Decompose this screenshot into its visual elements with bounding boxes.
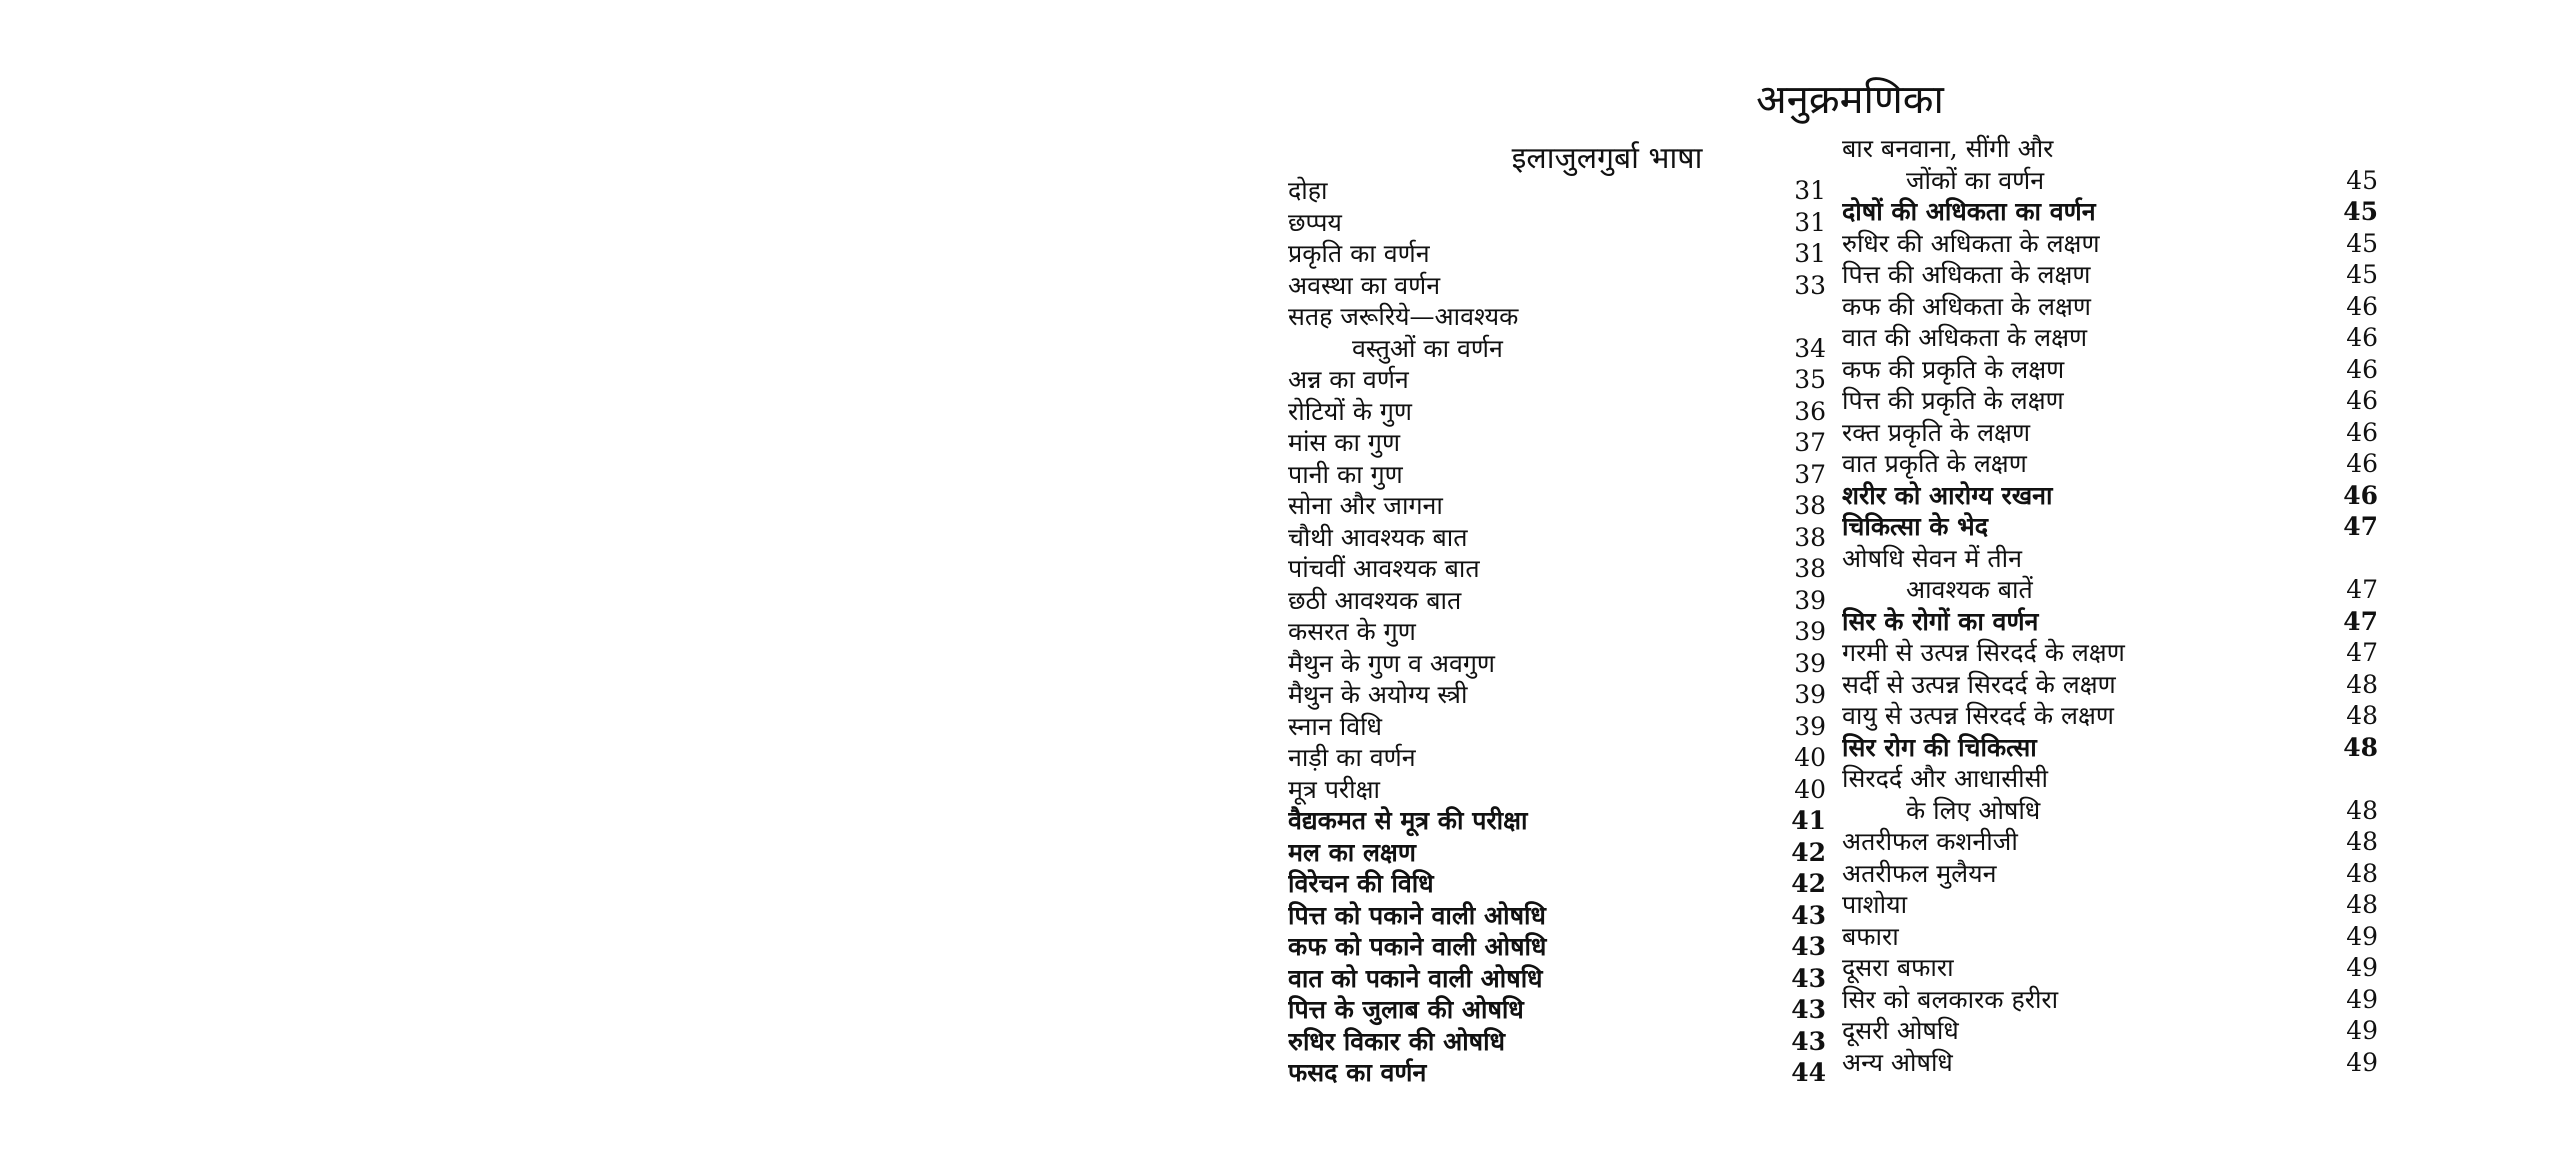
toc-entry [1842,700,2378,732]
toc-entry-page: 48 [2346,669,2378,699]
toc-entry-label: ओषधि सेवन में तीन [1842,543,2022,573]
toc-entry-label: पाशोया [1842,890,1908,919]
toc-entry-page: 48 [2346,701,2378,730]
toc-entry-label: नाड़ी का वर्णन [1288,743,1416,772]
toc-entry-label: रुधिर की अधिकता के लक्षण [1842,228,2100,258]
toc-entry [1842,133,2378,165]
toc-entry-page: 38 [1794,522,1826,552]
toc-entry-label: पित्त की अधिकता के लक्षण [1842,260,2091,289]
toc-entry-page: 39 [1794,617,1826,646]
toc-entry [1842,165,2378,197]
toc-entry [1288,1057,1826,1089]
toc-entry-page: 33 [1794,270,1826,300]
toc-entry [1842,763,2378,795]
toc-entry-page: 40 [1794,743,1826,772]
toc-entry [1842,732,2378,764]
toc-entry-page: 31 [1794,239,1826,268]
toc-entry-label: मूत्र परीक्षा [1288,774,1380,804]
toc-entry [1842,921,2378,953]
toc-entry [1842,196,2378,228]
toc-entry-label: दूसरी ओषधि [1842,1016,1959,1045]
toc-entry-page: 48 [2346,858,2378,888]
toc-entry-label: अवस्था का वर्णन [1288,270,1441,300]
toc-entry-label: रक्त प्रकृति के लक्षण [1842,417,2031,447]
toc-entry [1288,585,1826,617]
toc-entry-label: स्नान विधि [1288,711,1382,741]
toc-entry [1288,679,1826,711]
toc-entry-page: 39 [1794,711,1826,741]
toc-entry [1288,270,1826,302]
toc-entry-page: 46 [2346,323,2378,352]
toc-entry [1288,805,1826,837]
toc-entry-label: चौथी आवश्यक बात [1288,522,1468,552]
toc-entry [1842,417,2378,449]
toc-entry-label: पांचवीं आवश्यक बात [1288,554,1480,583]
toc-entry-label: कसरत के गुण [1288,617,1416,646]
toc-entry [1288,774,1826,806]
toc-entry-label: अतरीफल मुलैयन [1842,858,1997,888]
toc-entry-label: वस्तुओं का वर्णन [1352,333,1503,363]
toc-entry-page: 46 [2346,386,2378,415]
toc-entry [1288,616,1826,648]
toc-entry [1842,543,2378,575]
toc-entry-page: 49 [2346,1047,2378,1077]
toc-entry-page: 35 [1794,365,1826,394]
toc-entry-page: 45 [2343,197,2378,226]
toc-entry-label: गरमी से उत्पन्न सिरदर्द के लक्षण [1842,638,2125,667]
toc-entry-label: फसद का वर्णन [1288,1058,1427,1087]
toc-entry-label: कफ की प्रकृति के लक्षण [1842,354,2065,384]
toc-entry-page: 49 [2346,1016,2378,1045]
toc-entry [1842,984,2378,1016]
toc-entry-page: 42 [1791,837,1826,867]
toc-entry-page: 46 [2346,417,2378,447]
toc-entry-label: छप्पय [1288,207,1342,237]
toc-entry-page: 47 [2346,638,2378,667]
toc-entry-page: 45 [2346,228,2378,258]
toc-entry [1842,228,2378,260]
toc-entry [1288,900,1826,932]
toc-entry [1288,837,1826,869]
toc-entry-page: 45 [2346,260,2378,289]
toc-entry [1288,711,1826,743]
toc-entry-page: 48 [2346,890,2378,919]
toc-entry-page: 43 [1791,963,1826,993]
toc-entry [1288,553,1826,585]
toc-entry-page: 46 [2346,449,2378,478]
toc-entry [1842,952,2378,984]
toc-entry [1288,963,1826,995]
toc-entry-page: 36 [1794,396,1826,426]
toc-entry [1288,301,1826,333]
toc-entry-label: दूसरा बफारा [1842,953,1954,982]
toc-entry [1288,238,1826,270]
toc-entry-page: 46 [2346,291,2378,321]
toc-entry [1288,1026,1826,1058]
toc-entry-page: 46 [2343,480,2378,510]
toc-entry-label: कफ को पकाने वाली ओषधि [1288,932,1547,961]
toc-entry [1288,364,1826,396]
toc-right-column [1842,133,2378,1078]
toc-entry [1842,858,2378,890]
toc-entry-label: के लिए ओषधि [1906,795,2041,825]
toc-entry [1288,931,1826,963]
toc-entry [1842,637,2378,669]
toc-entry-label: बफारा [1842,921,1899,951]
toc-entry-label: बार बनवाना, सींगी और [1842,134,2054,163]
toc-entry [1288,175,1826,207]
toc-entry-label: दोषों की अधिकता का वर्णन [1842,197,2096,226]
toc-entry [1288,207,1826,239]
toc-entry-label: वात की अधिकता के लक्षण [1842,323,2088,352]
toc-entry-page: 34 [1794,333,1826,363]
toc-entry [1288,490,1826,522]
toc-entry-page: 38 [1794,554,1826,583]
toc-entry-page: 31 [1794,176,1826,205]
toc-entry [1842,385,2378,417]
toc-entry-label: पानी का गुण [1288,459,1403,489]
toc-entry-page: 43 [1791,995,1826,1024]
toc-entry [1842,826,2378,858]
toc-entry-page: 39 [1794,648,1826,678]
toc-entry-label: वात प्रकृति के लक्षण [1842,449,2027,478]
toc-entry-label: सिर रोग की चिकित्सा [1842,732,2037,762]
toc-entry-page: 47 [2343,606,2378,636]
toc-entry-page: 48 [2346,795,2378,825]
toc-entry-label: मल का लक्षण [1288,837,1416,867]
toc-entry [1288,742,1826,774]
toc-entry-label: सतह जरूरिये—आवश्यक [1288,302,1519,331]
toc-entry [1288,333,1826,365]
toc-entry [1288,396,1826,428]
toc-entry [1288,648,1826,680]
toc-entry [1288,868,1826,900]
toc-entry [1288,522,1826,554]
toc-entry-label: छठी आवश्यक बात [1288,585,1462,615]
toc-entry [1842,574,2378,606]
toc-entry-page: 39 [1794,585,1826,615]
toc-entry [1842,795,2378,827]
toc-entry [1842,322,2378,354]
toc-entry [1288,459,1826,491]
toc-entry-label: रोटियों के गुण [1288,396,1412,426]
toc-entry-page: 44 [1791,1058,1826,1087]
toc-entry-label: रुधिर विकार की ओषधि [1288,1026,1505,1056]
toc-entry [1842,291,2378,323]
toc-entry-page: 48 [2346,827,2378,856]
toc-entry-page: 47 [2346,575,2378,604]
toc-entry-page: 31 [1794,207,1826,237]
toc-left-column [1288,143,1826,1089]
toc-entry-label: सिरदर्द और आधासीसी [1842,764,2048,793]
toc-entry-page: 45 [2346,165,2378,195]
toc-entry-page: 37 [1794,459,1826,489]
toc-entry-label: अन्य ओषधि [1842,1047,1953,1077]
toc-entry-page: 43 [1791,900,1826,930]
toc-entry-page: 49 [2346,953,2378,982]
toc-entry-label: मैथुन के गुण व अवगुण [1288,648,1495,678]
toc-entry-label: अन्न का वर्णन [1288,365,1409,394]
toc-entry-label: वायु से उत्पन्न सिरदर्द के लक्षण [1842,701,2114,730]
toc-entry-page: 49 [2346,984,2378,1014]
toc-entry-label: वात को पकाने वाली ओषधि [1288,963,1543,993]
toc-entry-label: शरीर को आरोग्य रखना [1842,480,2053,510]
toc-entry-label: जोंकों का वर्णन [1906,165,2045,195]
toc-entry [1842,259,2378,291]
toc-entry [1288,427,1826,459]
toc-entry-page: 49 [2346,921,2378,951]
toc-entry [1842,1015,2378,1047]
toc-entry-label: अतरीफल कशनीजी [1842,827,2018,856]
toc-entry-label: चिकित्सा के भेद [1842,512,1989,541]
toc-entry-label: सिर को बलकारक हरीरा [1842,984,2059,1014]
toc-entry-page: 43 [1791,1026,1826,1056]
toc-entry-label: मैथुन के अयोग्य स्त्री [1288,680,1468,709]
toc-entry [1842,606,2378,638]
toc-entry-label: सोना और जागना [1288,491,1443,520]
toc-entry-label: कफ की अधिकता के लक्षण [1842,291,2091,321]
toc-entry-label: सिर के रोगों का वर्णन [1842,606,2039,636]
toc-entry [1842,1047,2378,1079]
toc-entry-page: 47 [2343,512,2378,541]
toc-entry-label: पित्त के जुलाब की ओषधि [1288,995,1524,1024]
toc-entry-page: 48 [2343,732,2378,762]
toc-entry-page: 39 [1794,680,1826,709]
toc-entry [1288,994,1826,1026]
toc-entry-label: पित्त की प्रकृति के लक्षण [1842,386,2064,415]
toc-entry-label: दोहा [1288,176,1328,205]
page-title: अनुक्रमणिका [1756,77,1944,123]
toc-entry-label: विरेचन की विधि [1288,869,1434,898]
toc-entry-page: 41 [1791,806,1826,835]
toc-entry [1842,889,2378,921]
toc-entry [1842,448,2378,480]
toc-entry-page: 42 [1791,869,1826,898]
toc-entry-label: प्रकृति का वर्णन [1288,239,1430,268]
toc-entry [1842,511,2378,543]
toc-entry-page: 43 [1791,932,1826,961]
toc-entry-page: 37 [1794,428,1826,457]
toc-entry-label: आवश्यक बातें [1906,575,2033,604]
section-heading: इलाजुलगुर्बा भाषा [1511,141,1703,176]
toc-entry-label: वैद्यकमत से मूत्र की परीक्षा [1288,806,1528,835]
toc-entry-label: मांस का गुण [1288,428,1401,457]
toc-entry [1842,480,2378,512]
toc-entry [1842,669,2378,701]
toc-entry-page: 46 [2346,354,2378,384]
toc-entry [1842,354,2378,386]
toc-entry-page: 40 [1794,774,1826,804]
toc-entry-page: 38 [1794,491,1826,520]
toc-entry-label: पित्त को पकाने वाली ओषधि [1288,900,1546,930]
toc-entry-label: सर्दी से उत्पन्न सिरदर्द के लक्षण [1842,669,2116,699]
